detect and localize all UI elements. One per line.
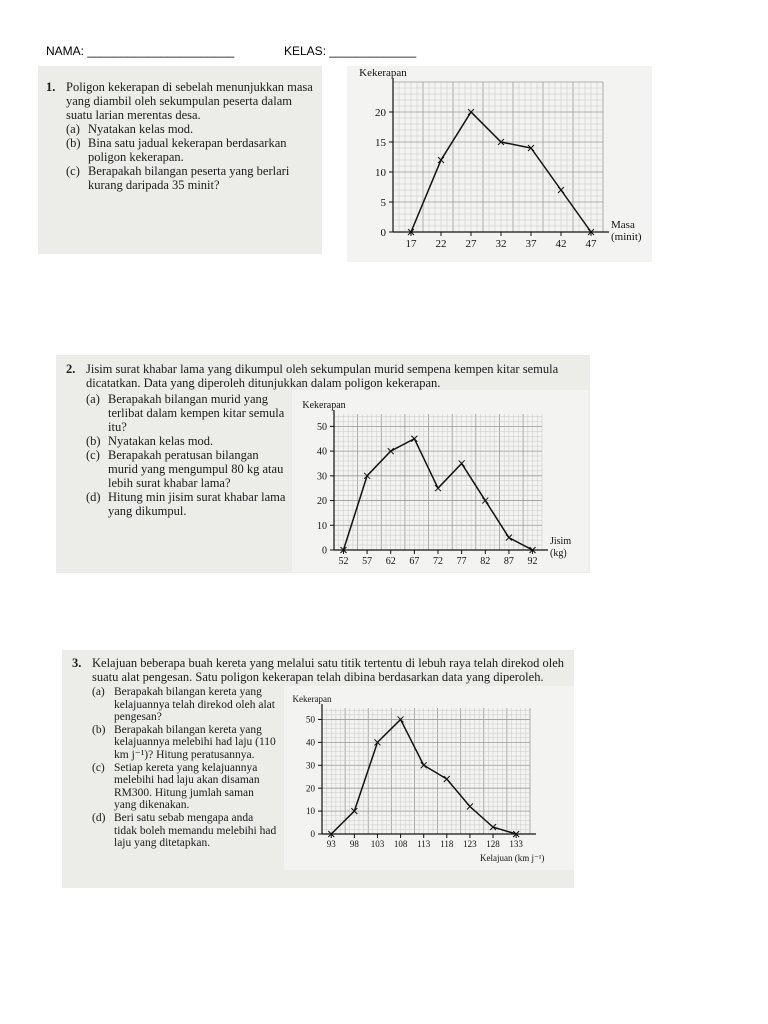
y-axis-title: Kekerapan (292, 694, 332, 704)
question-part: (d) Beri satu sebab mengapa anda tidak boleh memandu melebihi had laju yang ditetapkan. (92, 811, 277, 850)
question-number: 1. (46, 80, 56, 94)
question-part: (c) Setiap kereta yang kelajuannya melebihi had laju akan disaman RM300. Hitung jumlah saman yang dikenakan. (92, 761, 260, 812)
frequency-polygon-1 (347, 66, 652, 262)
x-tick-label: 123 (463, 839, 477, 849)
y-tick-label: 0 (380, 226, 386, 239)
y-axis-title: Kekerapan (359, 67, 407, 79)
grid (393, 82, 603, 232)
y-tick-label: 50 (306, 714, 315, 725)
y-tick-label: 0 (322, 545, 327, 557)
question-1 (46, 80, 318, 192)
x-tick-label: 87 (503, 556, 514, 567)
x-tick-label: 77 (456, 556, 467, 567)
question-intro: Poligon kekerapan di sebelah menunjukkan masa yang diambil oleh sekumpulan peserta dalam suatu larian merentas desa. (66, 80, 313, 122)
x-tick-label: 103 (370, 839, 385, 849)
x-axis-title: Masa (minit) (611, 219, 642, 243)
question-intro: Kelajuan beberapa buah kereta yang melalui satu titik tertentu di lebuh raya telah direkod oleh suatu alat pengesan. Satu poligon kekerapan telah dibina berdasarkan data yang diperoleh. (92, 656, 565, 684)
x-tick-label: 98 (349, 839, 359, 849)
x-tick-label: 37 (525, 238, 537, 250)
grid (322, 708, 530, 834)
y-tick-label: 40 (306, 737, 315, 748)
question-part: (a) Berapakah bilangan murid yang terlibat dalam kempen kitar semula itu? (86, 392, 285, 434)
y-tick-label: 10 (375, 166, 386, 179)
x-tick-label: 133 (509, 839, 523, 849)
nama-field: NAMA: ______________________ (46, 44, 235, 58)
x-tick-label: 113 (417, 839, 431, 849)
x-tick-label: 82 (480, 556, 491, 567)
y-tick-label: 10 (306, 806, 315, 817)
x-axis-title: Kelajuan (km j⁻¹) (480, 853, 545, 863)
question-part: (d) Hitung min jisim surat khabar lama yang dikumpul. (86, 490, 286, 518)
chart-2 (292, 390, 588, 572)
question-part: (c) Berapakah bilangan peserta yang berlari kurang daripada 35 minit? (66, 164, 290, 192)
question-2-parts (86, 392, 286, 518)
question-part: (b) Berapakah bilangan kereta yang kelajuannya melebihi had laju (110 km j⁻¹)? Hitung peratusannya. (92, 723, 276, 761)
x-tick-label: 22 (435, 238, 447, 250)
kelas-field: KELAS: _____________ (284, 44, 417, 58)
question-part: (b) Bina satu jadual kekerapan berdasarkan poligon kekerapan. (66, 136, 287, 164)
x-tick-label: 93 (326, 839, 336, 849)
x-tick-label: 118 (440, 839, 454, 849)
y-tick-label: 15 (375, 136, 386, 149)
question-3-parts (92, 686, 278, 850)
x-tick-label: 92 (527, 556, 538, 567)
question-number: 2. (66, 362, 76, 376)
question-part: (c) Berapakah peratusan bilangan murid yang mengumpul 80 kg atau lebih surat khabar lama? (86, 448, 284, 490)
x-tick-label: 128 (486, 839, 500, 849)
x-tick-label: 17 (405, 238, 417, 250)
y-tick-label: 20 (306, 783, 315, 794)
y-tick-label: 50 (317, 421, 327, 433)
question-part: (a) Nyatakan kelas mod. (66, 122, 194, 136)
frequency-polygon-3 (284, 686, 574, 870)
x-tick-label: 32 (495, 238, 507, 250)
question-3 (72, 656, 570, 684)
question-part: (a) Berapakah bilangan kereta yang kelajuannya telah direkod oleh alat pengesan? (92, 686, 275, 724)
y-tick-label: 30 (317, 471, 327, 483)
x-tick-label: 72 (433, 556, 443, 567)
chart-3 (284, 686, 574, 870)
question-number: 3. (72, 656, 82, 670)
x-tick-label: 27 (465, 238, 477, 250)
x-tick-label: 47 (585, 238, 597, 250)
y-tick-label: 30 (306, 760, 315, 771)
x-tick-label: 108 (393, 839, 408, 849)
y-tick-label: 10 (317, 520, 327, 532)
y-axis-title: Kekerapan (302, 400, 346, 411)
x-tick-label: 52 (338, 556, 349, 567)
x-tick-label: 57 (362, 556, 373, 567)
question-intro: Jisim surat khabar lama yang dikumpul oleh sekumpulan murid sempena kempen kitar semula dicatatkan. Data yang diperoleh ditunjukkan dalam poligon kekerapan. (86, 362, 559, 390)
x-axis-title: Jisim (kg) (550, 536, 572, 559)
question-part: (b) Nyatakan kelas mod. (86, 434, 214, 448)
y-tick-label: 40 (317, 446, 327, 458)
y-tick-label: 5 (380, 196, 386, 209)
y-tick-label: 20 (317, 496, 327, 508)
y-tick-label: 0 (310, 829, 315, 840)
x-tick-label: 67 (409, 556, 420, 567)
y-tick-label: 20 (375, 106, 386, 119)
x-tick-label: 42 (555, 238, 567, 250)
x-tick-label: 62 (385, 556, 396, 567)
question-2 (66, 362, 582, 390)
chart-1 (347, 66, 652, 262)
frequency-polygon-2 (292, 390, 588, 572)
